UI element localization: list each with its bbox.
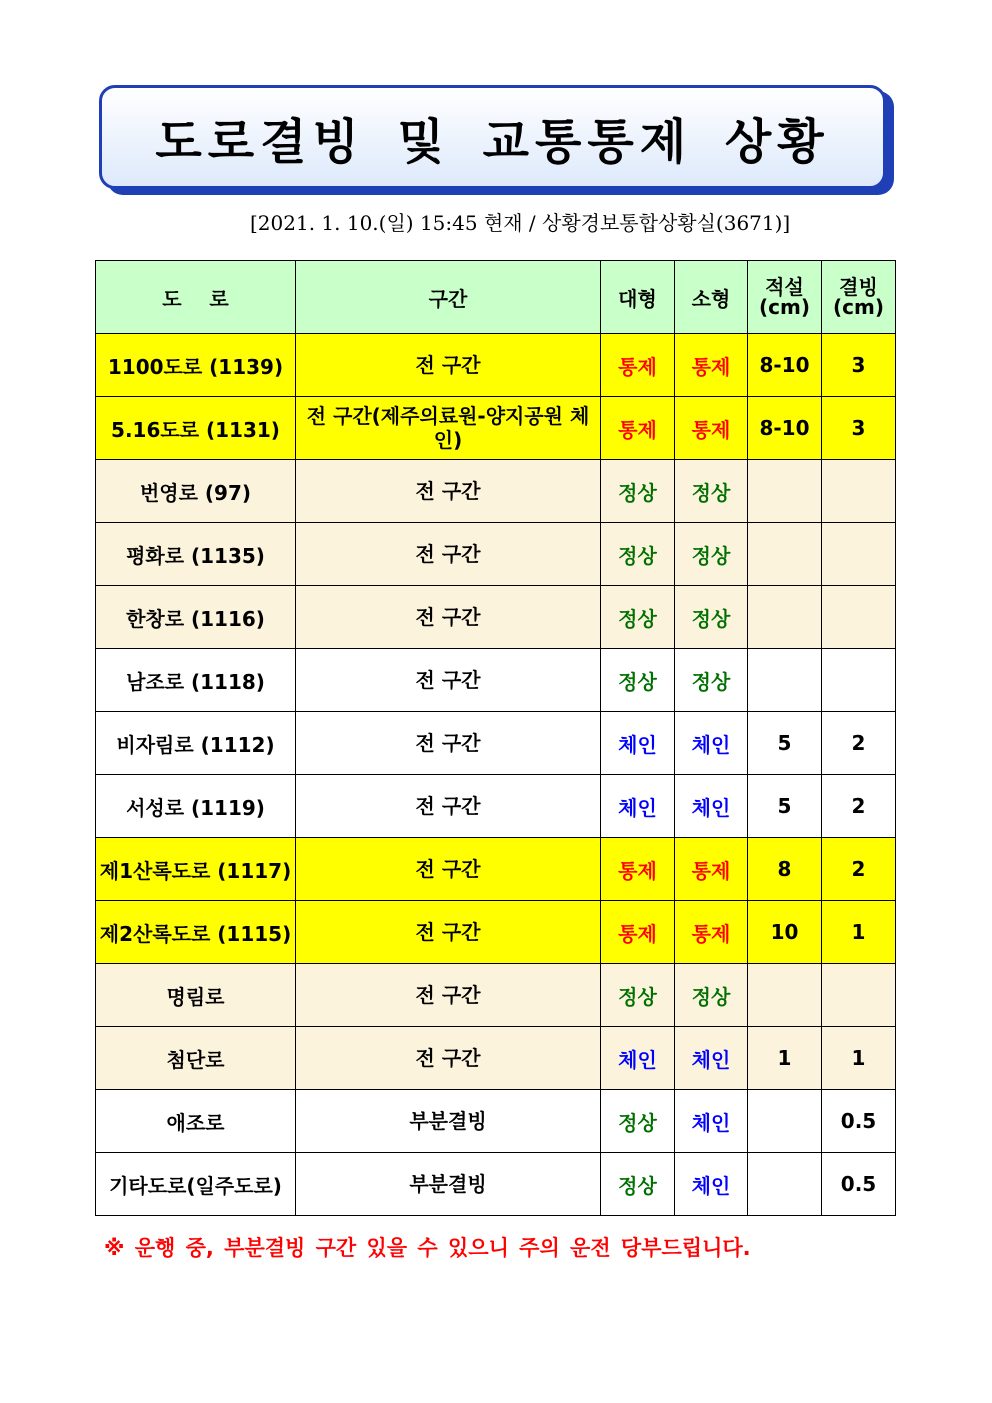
table-row (96, 460, 896, 523)
report-timestamp: [2021. 1. 10.(일) 15:45 현재 / 상황경보통합상황실(3671)] (250, 211, 791, 235)
ice-depth-cell: 1 (822, 1027, 896, 1090)
snow-depth-cell (748, 460, 822, 523)
snow-depth-cell (748, 523, 822, 586)
section-cell: 전 구간 (296, 712, 601, 775)
large-vehicle-status: 정상 (601, 523, 675, 586)
large-vehicle-status: 체인 (601, 775, 675, 838)
ice-depth-cell (822, 649, 896, 712)
snow-depth-cell (748, 1153, 822, 1216)
table-row (96, 397, 896, 460)
snow-depth-cell: 1 (748, 1027, 822, 1090)
road-status-table (95, 260, 896, 1216)
header-snow (748, 261, 822, 334)
section-cell: 전 구간 (296, 1027, 601, 1090)
small-vehicle-status: 체인 (675, 712, 748, 775)
small-vehicle-status: 정상 (675, 460, 748, 523)
table-row (96, 649, 896, 712)
road-name-cell: 5.16도로 (1131) (96, 397, 296, 460)
road-name-cell: 번영로 (97) (96, 460, 296, 523)
large-vehicle-status: 정상 (601, 1090, 675, 1153)
table-header-row (96, 261, 896, 334)
header-large: 대형 (601, 261, 675, 334)
small-vehicle-status: 정상 (675, 649, 748, 712)
table-row (96, 712, 896, 775)
header-road: 도 로 (96, 261, 296, 334)
table-row (96, 1027, 896, 1090)
small-vehicle-status: 정상 (675, 964, 748, 1027)
road-name-cell: 제2산록도로 (1115) (96, 901, 296, 964)
large-vehicle-status: 정상 (601, 964, 675, 1027)
snow-depth-cell: 8-10 (748, 334, 822, 397)
road-name-cell: 한창로 (1116) (96, 586, 296, 649)
ice-depth-cell (822, 523, 896, 586)
section-cell: 전 구간 (296, 901, 601, 964)
road-name-cell: 서성로 (1119) (96, 775, 296, 838)
large-vehicle-status: 정상 (601, 649, 675, 712)
large-vehicle-status: 체인 (601, 1027, 675, 1090)
section-cell: 전 구간(제주의료원-양지공원 체인) (296, 397, 601, 460)
header-ice (822, 261, 896, 334)
ice-depth-cell: 0.5 (822, 1153, 896, 1216)
small-vehicle-status: 통제 (675, 397, 748, 460)
section-cell: 전 구간 (296, 523, 601, 586)
section-cell: 전 구간 (296, 586, 601, 649)
header-snow-label: 적설 (765, 275, 804, 299)
ice-depth-cell: 3 (822, 397, 896, 460)
snow-depth-cell (748, 586, 822, 649)
page-title: 도로결빙 및 교통통제 상황 (155, 113, 830, 170)
ice-depth-cell: 0.5 (822, 1090, 896, 1153)
small-vehicle-status: 통제 (675, 838, 748, 901)
ice-depth-cell: 2 (822, 838, 896, 901)
small-vehicle-status: 정상 (675, 523, 748, 586)
small-vehicle-status: 체인 (675, 1153, 748, 1216)
table-row (96, 775, 896, 838)
ice-depth-cell: 1 (822, 901, 896, 964)
header-small: 소형 (675, 261, 748, 334)
section-cell: 부분결빙 (296, 1153, 601, 1216)
section-cell: 전 구간 (296, 460, 601, 523)
table-row (96, 334, 896, 397)
section-cell: 전 구간 (296, 775, 601, 838)
section-cell: 전 구간 (296, 964, 601, 1027)
road-name-cell: 애조로 (96, 1090, 296, 1153)
section-cell: 부분결빙 (296, 1090, 601, 1153)
small-vehicle-status: 통제 (675, 334, 748, 397)
table-row (96, 586, 896, 649)
road-name-cell: 남조로 (1118) (96, 649, 296, 712)
ice-depth-cell (822, 964, 896, 1027)
header-snow-unit: (cm) (759, 295, 810, 319)
table-row (96, 1153, 896, 1216)
road-name-cell: 비자림로 (1112) (96, 712, 296, 775)
small-vehicle-status: 체인 (675, 775, 748, 838)
small-vehicle-status: 체인 (675, 1027, 748, 1090)
large-vehicle-status: 통제 (601, 334, 675, 397)
snow-depth-cell: 5 (748, 712, 822, 775)
small-vehicle-status: 정상 (675, 586, 748, 649)
road-name-cell: 1100도로 (1139) (96, 334, 296, 397)
table-row (96, 1090, 896, 1153)
header-section: 구간 (296, 261, 601, 334)
title-box (99, 85, 886, 189)
snow-depth-cell (748, 964, 822, 1027)
caution-note: ※ 운행 중, 부분결빙 구간 있을 수 있으니 주의 운전 당부드립니다. (104, 1236, 751, 1260)
ice-depth-cell: 2 (822, 775, 896, 838)
snow-depth-cell (748, 649, 822, 712)
ice-depth-cell (822, 460, 896, 523)
ice-depth-cell: 3 (822, 334, 896, 397)
section-cell: 전 구간 (296, 838, 601, 901)
large-vehicle-status: 통제 (601, 838, 675, 901)
section-cell: 전 구간 (296, 649, 601, 712)
large-vehicle-status: 정상 (601, 460, 675, 523)
snow-depth-cell (748, 1090, 822, 1153)
road-name-cell: 명림로 (96, 964, 296, 1027)
ice-depth-cell: 2 (822, 712, 896, 775)
small-vehicle-status: 체인 (675, 1090, 748, 1153)
large-vehicle-status: 정상 (601, 1153, 675, 1216)
road-name-cell: 평화로 (1135) (96, 523, 296, 586)
large-vehicle-status: 통제 (601, 397, 675, 460)
snow-depth-cell: 5 (748, 775, 822, 838)
road-name-cell: 제1산록도로 (1117) (96, 838, 296, 901)
small-vehicle-status: 통제 (675, 901, 748, 964)
table-row (96, 523, 896, 586)
table-row (96, 838, 896, 901)
header-ice-unit: (cm) (833, 295, 884, 319)
road-name-cell: 기타도로(일주도로) (96, 1153, 296, 1216)
section-cell: 전 구간 (296, 334, 601, 397)
header-ice-label: 결빙 (839, 275, 878, 299)
snow-depth-cell: 10 (748, 901, 822, 964)
snow-depth-cell: 8 (748, 838, 822, 901)
ice-depth-cell (822, 586, 896, 649)
table-row (96, 964, 896, 1027)
large-vehicle-status: 정상 (601, 586, 675, 649)
large-vehicle-status: 통제 (601, 901, 675, 964)
snow-depth-cell: 8-10 (748, 397, 822, 460)
large-vehicle-status: 체인 (601, 712, 675, 775)
road-name-cell: 첨단로 (96, 1027, 296, 1090)
table-row (96, 901, 896, 964)
